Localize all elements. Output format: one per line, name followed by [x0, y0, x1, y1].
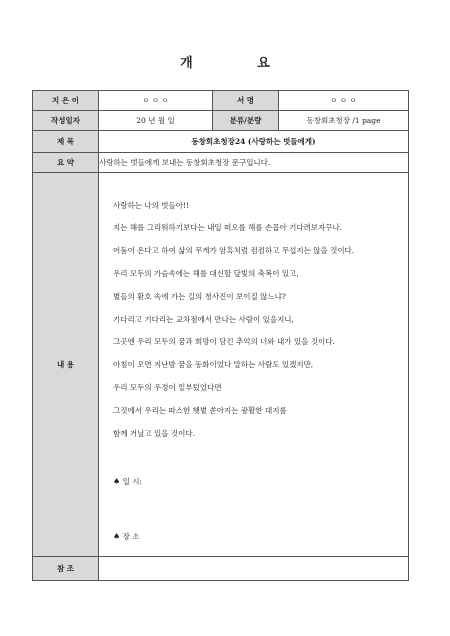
content-line: 그곳엔 우리 모두의 꿈과 희망이 담긴 추억의 너와 내가 있을 것이다.: [113, 337, 335, 347]
content-line: 지는 해를 그리워하기보다는 내일 떠오를 해를 손꼽아 기다려보자꾸나.: [113, 223, 343, 233]
date-label: 작성일자: [33, 111, 99, 131]
summary-label: 요 약: [33, 152, 99, 172]
row-content: [33, 172, 409, 556]
content-body[interactable]: [99, 172, 409, 556]
reference-value[interactable]: [99, 556, 409, 580]
row-reference: [33, 556, 409, 580]
subject-label: 제 목: [33, 131, 99, 152]
content-line: 우리 모두의 가슴속에는 해를 대신할 달빛의 축복이 있고,: [113, 268, 299, 278]
content-line: 기다리고 기다리는 교차점에서 만나는 사람이 있을지니,: [113, 314, 294, 324]
content-line: 그것에서 우리는 따스한 햇볕 쏟아지는 광활한 대지를: [113, 405, 287, 415]
subject-value[interactable]: 동창회초청장24 (사랑하는 벗들에게): [99, 131, 409, 152]
signature-value[interactable]: ㅇ ㅇ ㅇ: [279, 91, 409, 111]
category-value[interactable]: 동창회초청장 /1 page: [279, 111, 409, 131]
row-date: [33, 111, 409, 131]
content-line: 함께 거닐고 있을 것이다.: [113, 428, 195, 438]
spade-icon: ♠: [113, 477, 121, 487]
datetime-line: [113, 476, 408, 499]
summary-value[interactable]: 사랑하는 벗들에게 보내는 동창회초청장 문구입니다.: [99, 152, 409, 172]
spade-icon: ♠: [113, 532, 121, 542]
outline-form: [32, 90, 409, 581]
author-label: 지 은 이: [33, 91, 99, 111]
author-value[interactable]: ㅇ ㅇ ㅇ: [99, 91, 213, 111]
reference-label: 참 조: [33, 556, 99, 580]
content-line: 우리 모두의 우정이 밑부텄었다면: [113, 382, 222, 392]
place-label: 장 소: [122, 532, 140, 542]
content-label: 내 용: [33, 172, 99, 556]
signature-label: 서 명: [213, 91, 279, 111]
row-summary: [33, 152, 409, 172]
content-line: 별들의 환호 속에 가는 길의 청사진이 보이질 않느냐?: [113, 291, 286, 301]
content-line: 아침이 오면 지난밤 꿈을 동화이었다 말하는 사람도 있겠지만,: [113, 360, 314, 370]
place-line: [113, 531, 408, 554]
date-value[interactable]: 20 년 월 일: [99, 111, 213, 131]
content-line: 어둠이 온다고 하여 삶의 무게가 암흑처럼 컴컴하고 무섭지는 않을 것이다.: [113, 246, 355, 256]
category-label: 분류/분량: [213, 111, 279, 131]
page-title: 개 요: [180, 56, 300, 71]
datetime-label: 일 시:: [122, 477, 142, 487]
row-author: [33, 91, 409, 111]
content-line: 사랑하는 나의 벗들아!!: [113, 200, 190, 210]
row-subject: [33, 131, 409, 152]
